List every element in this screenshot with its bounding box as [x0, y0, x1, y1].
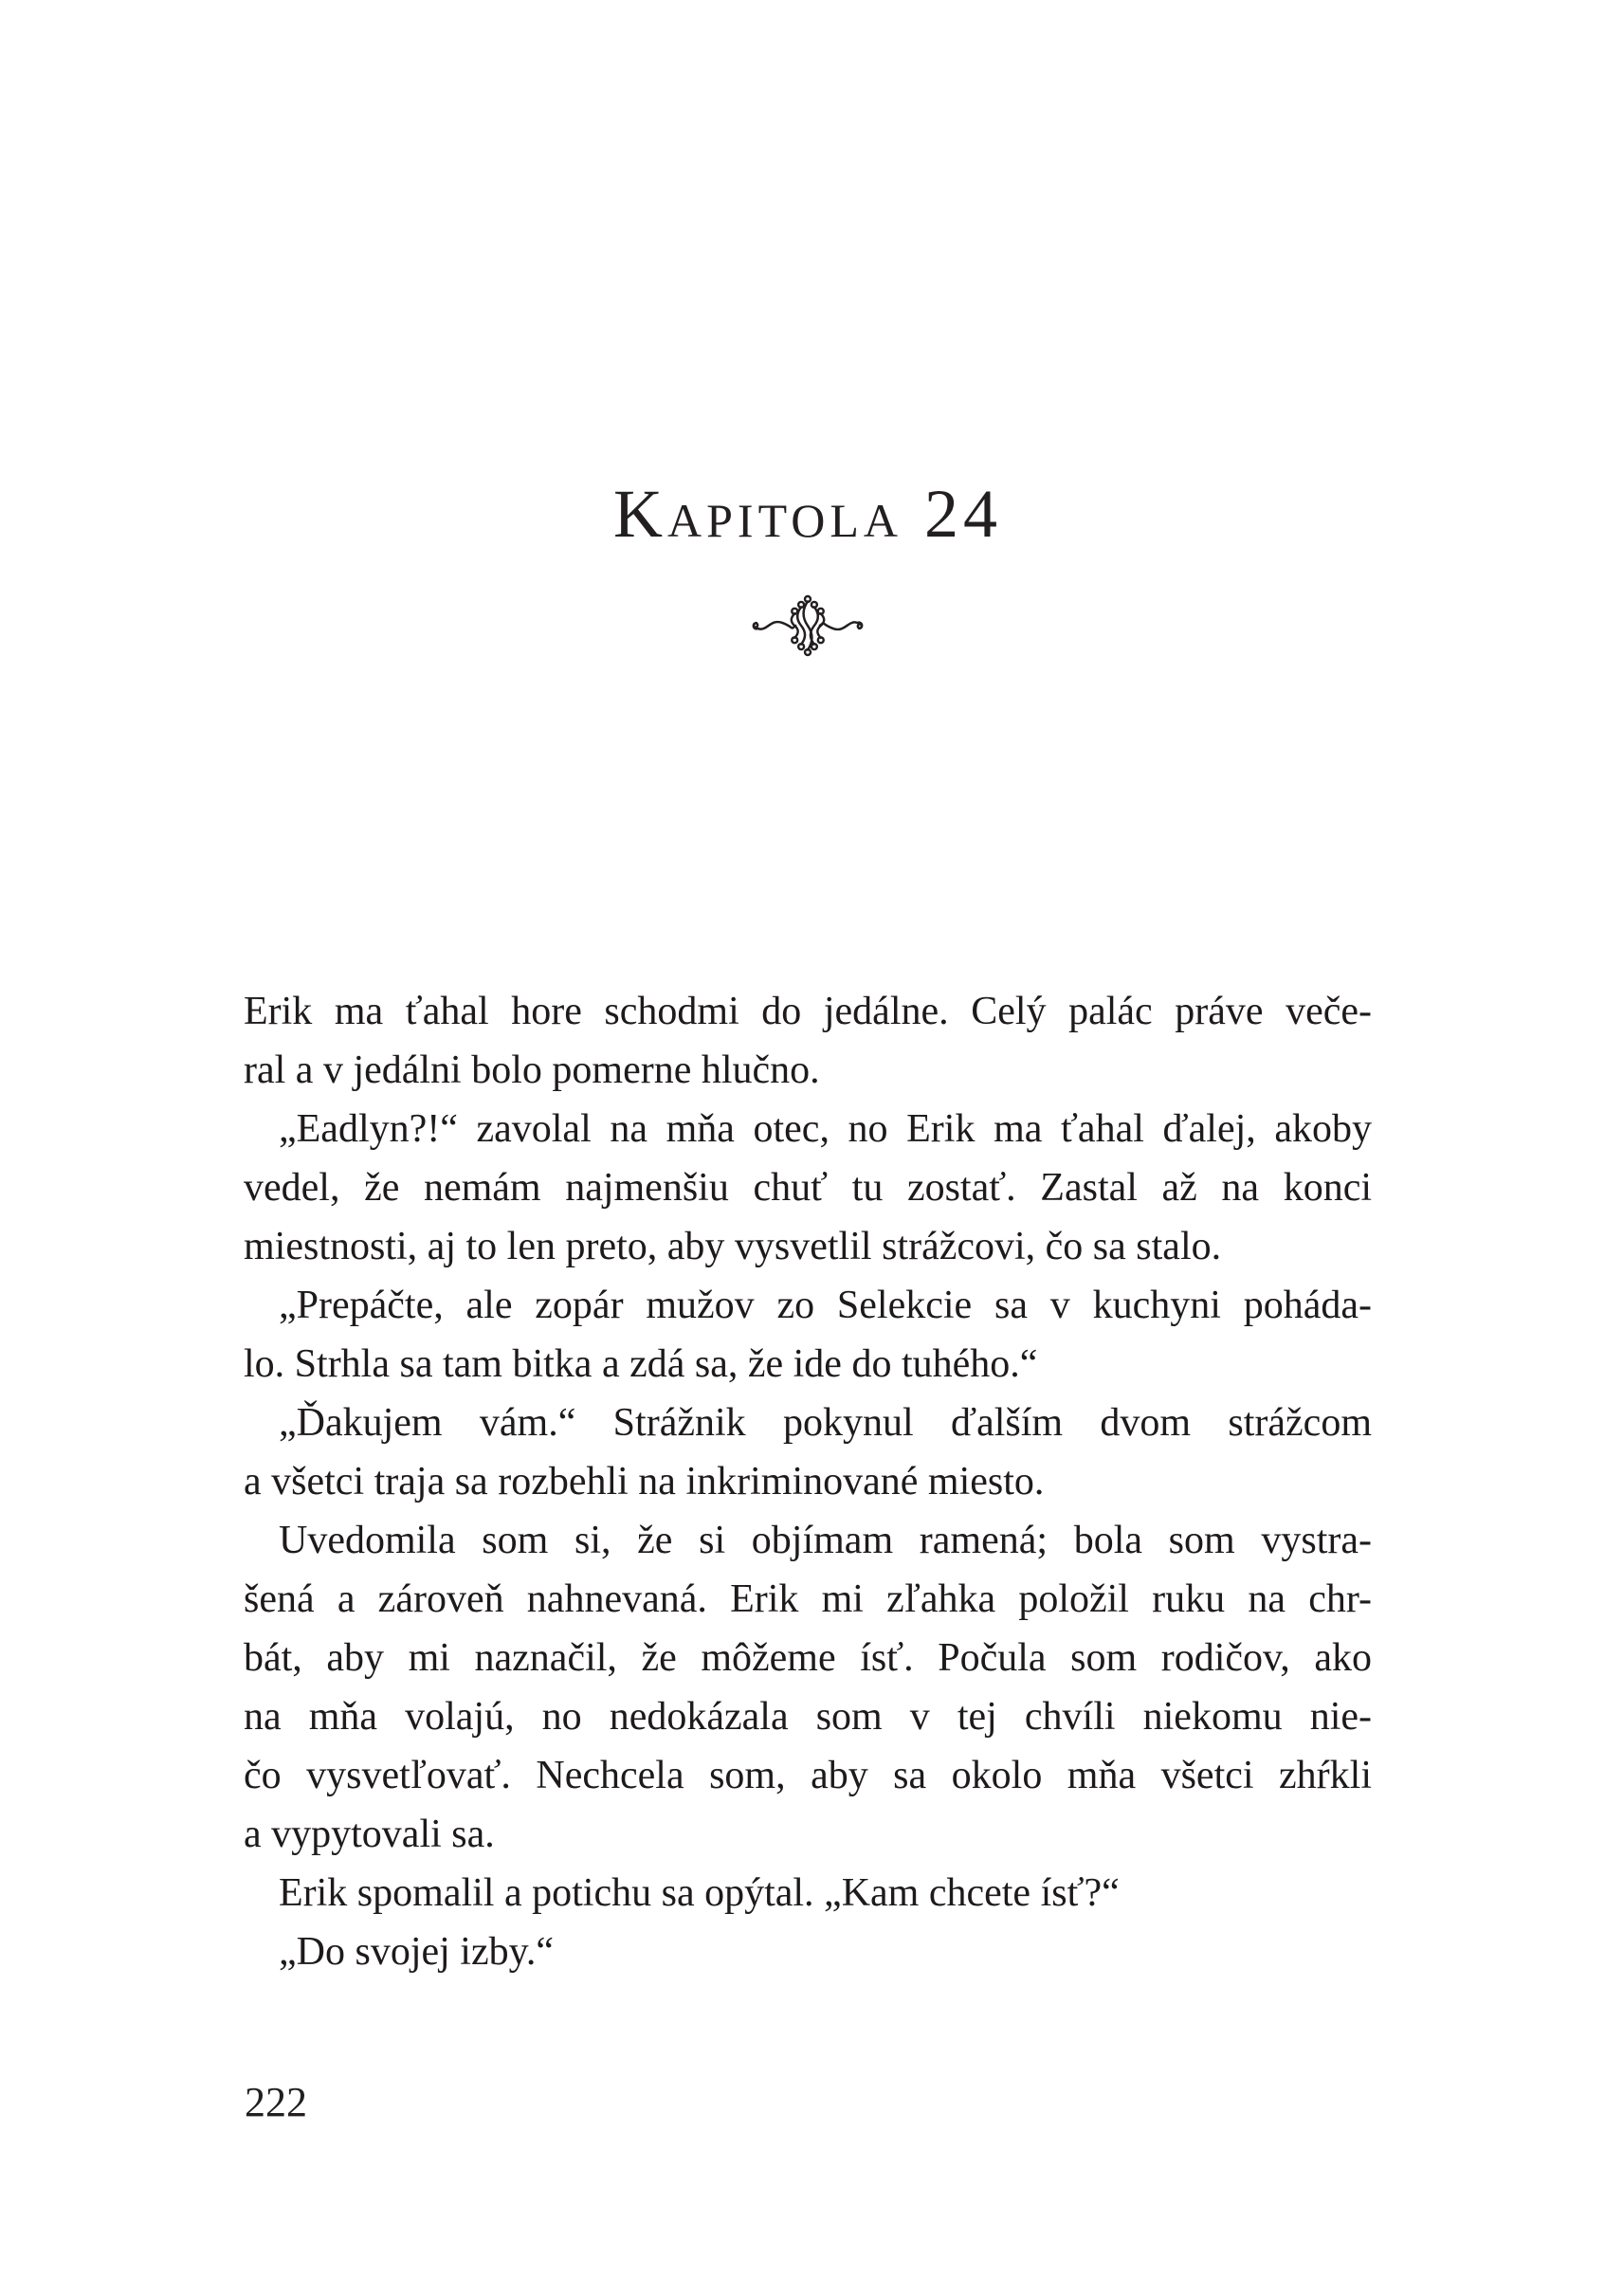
chapter-ornament [244, 593, 1372, 658]
body-line: bát, aby mi naznačil, že môžeme ísť. Počula som rodičov, ako [244, 1636, 1372, 1680]
body-line: Erik spomalil a potichu sa opýtal. „Kam chcete ísť?“ [279, 1871, 1120, 1915]
body-line: na mňa volajú, no nedokázala som v tej chvíli niekomu nie- [244, 1695, 1372, 1739]
body-line: vedel, že nemám najmenšiu chuť tu zostať. Zastal až na konci [244, 1166, 1372, 1210]
body-line: šená a zároveň nahnevaná. Erik mi zľahka položil ruku na chr- [244, 1577, 1372, 1621]
body-line: miestnosti, aj to len preto, aby vysvetlil strážcovi, čo sa stalo. [244, 1225, 1222, 1268]
body-text-block [244, 982, 1372, 1981]
body-line: „Prepáčte, ale zopár mužov zo Selekcie sa v kuchyni poháda- [279, 1284, 1372, 1327]
body-line: čo vysvetľovať. Nechcela som, aby sa okolo mňa všetci zhŕkli [244, 1754, 1372, 1797]
body-line: Erik ma ťahal hore schodmi do jedálne. Celý palác práve veče- [244, 990, 1372, 1033]
body-line: „Eadlyn?!“ zavolal na mňa otec, no Erik ma ťahal ďalej, akoby [279, 1107, 1372, 1151]
calligraphic-knot-icon [752, 646, 864, 662]
body-line: lo. Strhla sa tam bitka a zdá sa, že ide do tuhého.“ [244, 1342, 1038, 1386]
page-number: 222 [245, 2079, 307, 2125]
body-line: Uvedomila som si, že si objímam ramená; bola som vystra- [279, 1519, 1372, 1562]
body-line: „Ďakujem vám.“ Strážnik pokynul ďalším dvom strážcom [279, 1401, 1372, 1445]
body-line: a vypytovali sa. [244, 1813, 495, 1856]
body-line: „Do svojej izby.“ [279, 1930, 555, 1974]
body-line: a všetci traja sa rozbehli na inkriminované miesto. [244, 1460, 1045, 1503]
chapter-heading: Kapitola 24 [613, 476, 1002, 552]
body-line: ral a v jedálni bolo pomerne hlučno. [244, 1048, 820, 1092]
